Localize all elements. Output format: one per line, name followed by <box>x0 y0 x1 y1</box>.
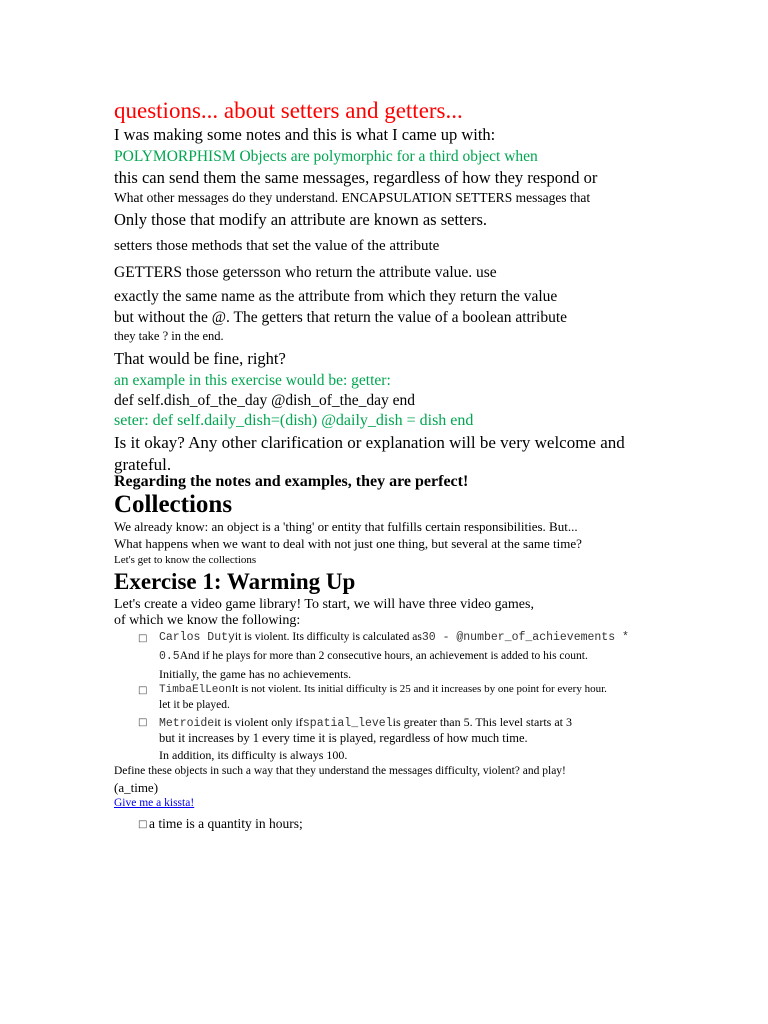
questions-title: questions... about setters and getters... <box>114 98 463 123</box>
bullet-icon: □ <box>138 633 148 644</box>
example-line: an example in this exercise would be: getter: <box>114 372 391 389</box>
notes-line: exactly the same name as the attribute from which they return the value <box>114 288 558 305</box>
bullet-icon: □ <box>138 819 148 830</box>
exercise-text: of which we know the following: <box>114 613 301 628</box>
bullet-icon: □ <box>138 685 148 696</box>
notes-line: but without the @. The getters that return the value of a boolean attribute <box>114 309 568 326</box>
list-item-line: Initially, the game has no achievements. <box>159 667 352 681</box>
collections-text: We already know: an object is a 'thing' or entity that fulfills certain responsibilities. But... <box>114 519 578 534</box>
answer-line: Regarding the notes and examples, they are perfect! <box>114 473 469 490</box>
example-code: seter: def self.daily_dish=(dish) @daily_dish = dish end <box>114 412 474 429</box>
notes-line: Only those that modify an attribute are known as setters. <box>114 210 487 229</box>
notes-line: Is it okay? Any other clarification or explanation will be very welcome and <box>114 433 625 452</box>
game-name: Carlos Duty <box>159 631 235 644</box>
notes-line: POLYMORPHISM Objects are polymorphic for a third object when <box>114 148 538 165</box>
collections-text: What happens when we want to deal with not just one thing, but several at the same time? <box>114 536 582 551</box>
list-item-line: but it increases by 1 every time it is played, regardless of how much time. <box>159 731 528 745</box>
note-line: a time is a quantity in hours; <box>149 816 303 831</box>
kissta-link[interactable]: Give me a kissta! <box>114 797 195 809</box>
notes-line: grateful. <box>114 455 172 474</box>
game-name: Metroide <box>159 717 215 730</box>
notes-line: setters those methods that set the value of the attribute <box>114 238 440 254</box>
exercise-text: Define these objects in such a way that they understand the messages difficulty, violent? and play! <box>114 765 566 777</box>
exercise-text: (a_time) <box>114 780 159 795</box>
game-name: TimbaElLeon <box>159 684 232 696</box>
collections-heading: Collections <box>114 491 233 518</box>
exercise-heading: Exercise 1: Warming Up <box>114 569 356 594</box>
notes-line: they take ? in the end. <box>114 329 224 343</box>
exercise-text: Let's create a video game library! To start, we will have three video games, <box>114 597 534 612</box>
list-item-line: In addition, its difficulty is always 100. <box>159 748 348 762</box>
notes-line: I was making some notes and this is what I came up with: <box>114 125 496 144</box>
example-code: def self.dish_of_the_day @dish_of_the_day end <box>114 392 415 409</box>
notes-line: GETTERS those getersson who return the attribute value. use <box>114 264 497 281</box>
notes-line: this can send them the same messages, regardless of how they respond or <box>114 168 598 187</box>
bullet-icon: □ <box>138 717 148 728</box>
list-item: Metroideit is violent only ifspatial_levelis greater than 5. This level starts at 3 <box>159 715 573 730</box>
notes-line: That would be fine, right? <box>114 349 286 368</box>
list-item: TimbaElLeonIt is not violent. Its initial difficulty is 25 and it increases by one point for every hour. <box>159 683 607 696</box>
collections-text: Let's get to know the collections <box>114 554 257 566</box>
list-item-line: 0.5And if he plays for more than 2 consecutive hours, an achievement is added to his count. <box>159 650 588 663</box>
list-item: Carlos Dutyit is violent. Its difficulty is calculated as30 - @number_of_achievements * <box>159 631 629 644</box>
list-item-line: let it be played. <box>159 699 230 711</box>
notes-line: What other messages do they understand. ENCAPSULATION SETTERS messages that <box>114 190 591 205</box>
